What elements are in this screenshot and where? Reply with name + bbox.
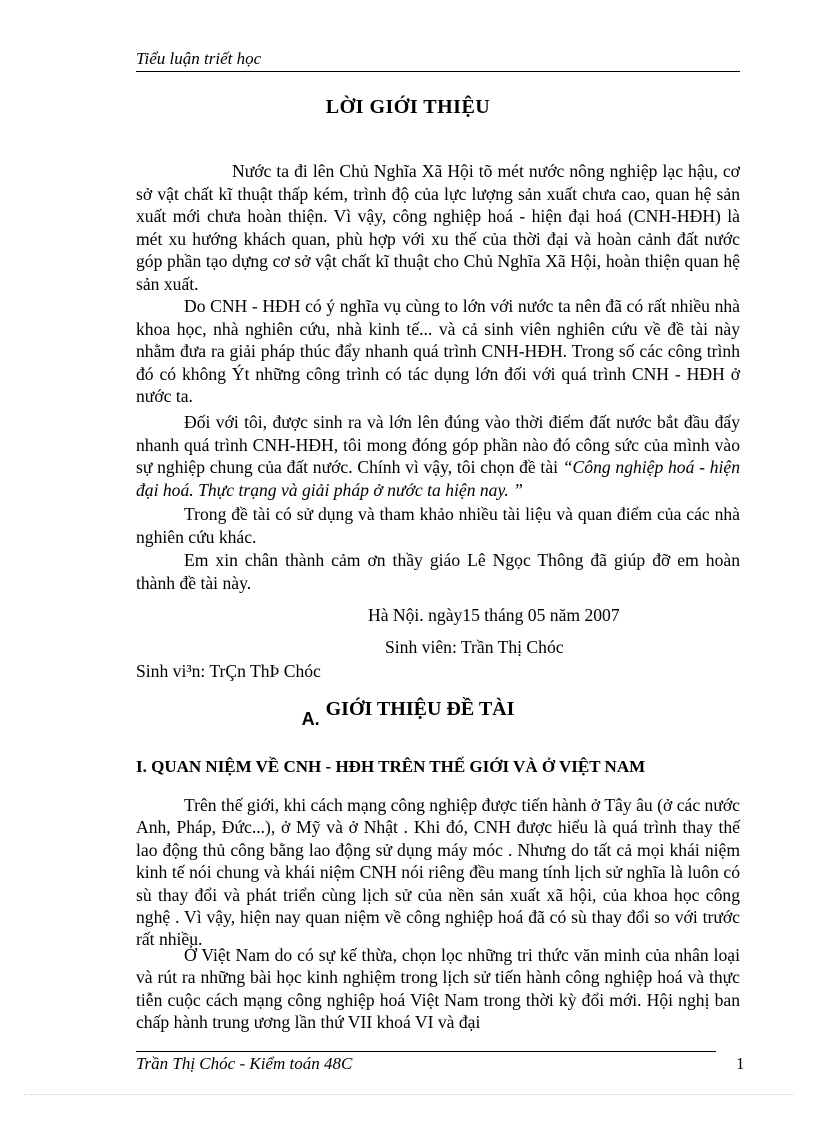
footer-rule bbox=[136, 1051, 716, 1052]
intro-paragraph-3 bbox=[136, 411, 740, 501]
section-heading bbox=[0, 698, 816, 729]
running-footer: Trần Thị Chóc - Kiểm toán 48C bbox=[136, 1054, 353, 1073]
intro-paragraph-3-text: Đối với tôi, được sinh ra và lớn lên đúng vào thời điểm đất nước bắt đầu đẩy nhanh quá trình CNH-HĐH, tôi mong đóng góp phần nào đó công sức của mình vào sự nghiệp chung của đất nước. Chính vì vậy, tôi chọn đề tài bbox=[136, 412, 740, 478]
running-header: Tiểu luận triết học bbox=[136, 49, 262, 68]
intro-paragraph-1: Nước ta đi lên Chủ Nghĩa Xã Hội tõ mét nước nông nghiệp lạc hậu, cơ sở vật chất kĩ thuật thấp kém, trình độ của lực lượng sản xuất chưa cao, quan hệ sản xuất mới chưa hoàn thiện. Vì vậy, công nghiệp hoá - hiện đại hoá (CNH-HĐH) là mét xu hướng khách quan, phù hợp với xu thế của thời đại và hoàn cảnh đất nước góp phần tạo dựng cơ sở vật chất kĩ thuật cho Chủ Nghĩa Xã Hội, hoàn thiện quan hệ sản xuất. bbox=[136, 161, 740, 294]
page-boundary bbox=[24, 1094, 794, 1095]
header-rule bbox=[136, 71, 740, 72]
subsection-heading: I. QUAN NIỆM VỀ CNH - HĐH TRÊN THẾ GIỚI VÀ Ở VIỆT NAM bbox=[136, 757, 646, 776]
section-title: GIỚI THIỆU ĐỀ TÀI bbox=[325, 698, 515, 720]
intro-paragraph-5: Em xin chân thành cảm ơn thầy giáo Lê Ngọc Thông đã giúp đỡ em hoàn thành đề tài này. bbox=[136, 550, 740, 593]
intro-paragraph-2: Do CNH - HĐH có ý nghĩa vụ cùng to lớn với nước ta nên đã có rất nhiều nhà khoa học, nhà nghiên cứu, nhà kinh tế... và cả sinh viên nghiên cứu về đề tài này nhằm đưa ra giải pháp thúc đẩy nhanh quá trình CNH-HĐH. Trong số các công trình đó có không Ýt những công trình có tác dụng lớn đối với quá trình CNH - HĐH ở nước ta. bbox=[136, 296, 740, 407]
page-number: 1 bbox=[736, 1054, 745, 1073]
intro-paragraph-4: Trong đề tài có sử dụng và tham khảo nhiều tài liệu và quan điểm của các nhà nghiên cứu khác. bbox=[136, 504, 740, 547]
topic-quote: “Công nghiệp hoá - hiện đại hoá. Thực trạng và giải pháp ở nước ta hiện nay. ” bbox=[136, 457, 740, 500]
garbled-student-line: Sinh vi³n: TrÇn ThÞ Chóc bbox=[136, 661, 321, 681]
date-line: Hà Nội. ngày15 tháng 05 năm 2007 bbox=[368, 605, 620, 625]
student-signature: Sinh viên: Trần Thị Chóc bbox=[385, 637, 564, 657]
page-title: LỜI GIỚI THIỆU bbox=[325, 96, 491, 118]
body-paragraph-2: Ở Việt Nam do có sự kế thừa, chọn lọc những tri thức văn minh của nhân loại và rút ra những bài học kinh nghiệm trong lịch sử tiến hành công nghiệp hoá và thực tiễn cuộc cách mạng công nghiệp hoá Việt Nam trong thời kỳ đổi mới. Hội nghị ban chấp hành trung ương lần thứ VII khoá VI và đại bbox=[136, 945, 740, 1033]
body-paragraph-1: Trên thế giới, khi cách mạng công nghiệp được tiến hành ở Tây âu (ở các nước Anh, Pháp, Đức...), ở Mỹ và ở Nhật . Khi đó, CNH được hiểu là quá trình thay thế lao động thủ công bằng lao động sử dụng máy móc . Nhưng do tất cả mọi khái niệm kinh tế nói chung và khái niệm CNH nói riêng đều mang tính lịch sử nghĩa là luôn có sù thay đổi và phát triển cùng lịch sử của nền sản xuất xã hội, của khoa học công nghệ . Vì vậy, hiện nay quan niệm về công nghiệp hoá đã có sù thay đổi so với trước rất nhiều. bbox=[136, 795, 740, 950]
section-letter: A. bbox=[301, 709, 320, 729]
